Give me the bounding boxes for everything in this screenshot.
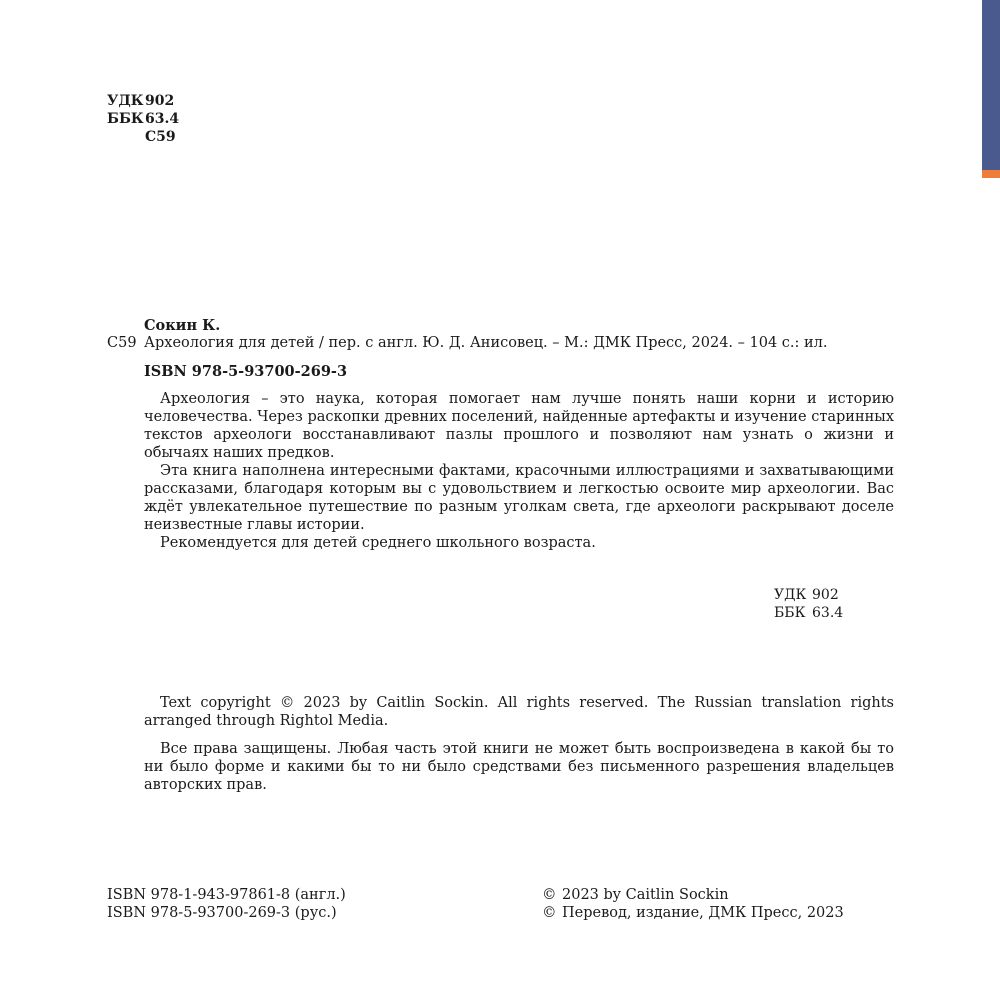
udk-row — [107, 92, 179, 110]
bbk-value: 63.4 — [145, 111, 180, 127]
abstract-paragraph: Рекомендуется для детей среднего школьного возраста. — [160, 535, 596, 551]
isbn-main: ISBN 978-5-93700-269-3 — [144, 363, 348, 380]
abstract-paragraph: Эта книга наполнена интересными фактами, красочными иллюстрациями и захватывающими рассказами, благодаря которым вы с удовольствием и легкостью освоите мир археологии. Вас ждёт увлекательное путешествие по разным уголкам света, где археологи раскрывают доселе неизвестные главы истории. — [144, 463, 894, 533]
isbn-english: ISBN 978-1-943-97861-8 (англ.) — [107, 887, 346, 903]
edge-tab-orange — [982, 170, 1000, 178]
copyright-symbol: © — [542, 905, 557, 921]
edge-tab-blue — [982, 0, 1000, 170]
copyright-english — [144, 694, 894, 730]
udk-label: УДК — [107, 93, 144, 109]
udk-row-right — [774, 586, 843, 604]
author-name: Сокин К. — [144, 317, 221, 334]
rights-notice — [144, 740, 894, 794]
isbn-list — [107, 886, 346, 922]
rights-notice-text: Все права защищены. Любая часть этой книги не может быть воспроизведена в какой бы то ни было форме и какими бы то ни было средствами без письменного разрешения владельцев авторских прав. — [144, 741, 894, 793]
isbn-russian: ISBN 978-5-93700-269-3 (рус.) — [107, 905, 337, 921]
bbk-value-right: 63.4 — [812, 605, 844, 621]
copyright-publisher-row — [542, 904, 844, 922]
abstract — [144, 390, 894, 552]
copyright-author: 2023 by Caitlin Sockin — [562, 887, 729, 903]
classification-block — [107, 92, 179, 146]
classification-right — [774, 586, 843, 622]
author-cipher: С59 — [145, 129, 176, 145]
copyright-list — [542, 886, 844, 922]
bbk-label-right: ББК — [774, 605, 806, 621]
copyright-english-text: Text copyright © 2023 by Caitlin Sockin. All rights reserved. The Russian translation rights arranged through Rightol Media. — [144, 695, 894, 729]
copyright-publisher: Перевод, издание, ДМК Пресс, 2023 — [562, 905, 844, 921]
udk-value: 902 — [145, 93, 175, 109]
copyright-symbol: © — [542, 887, 557, 903]
cipher-row — [107, 128, 179, 146]
bbk-row — [107, 110, 179, 128]
udk-label-right: УДК — [774, 587, 807, 603]
bbk-row-right — [774, 604, 843, 622]
bib-cipher: С59 — [107, 335, 137, 351]
bib-description: Археология для детей / пер. с англ. Ю. Д. Анисовец. – М.: ДМК Пресс, 2024. – 104 с.: ил. — [144, 335, 828, 351]
abstract-paragraph: Археология – это наука, которая помогает нам лучше понять наши корни и историю человечества. Через раскопки древних поселений, найденные артефакты и изучение старинных текстов археологи восстанавливают пазлы прошлого и позволяют нам узнать о жизни и обычаях наших предков. — [144, 391, 894, 461]
copyright-author-row — [542, 886, 844, 904]
bbk-label: ББК — [107, 111, 144, 127]
udk-value-right: 902 — [812, 587, 839, 603]
